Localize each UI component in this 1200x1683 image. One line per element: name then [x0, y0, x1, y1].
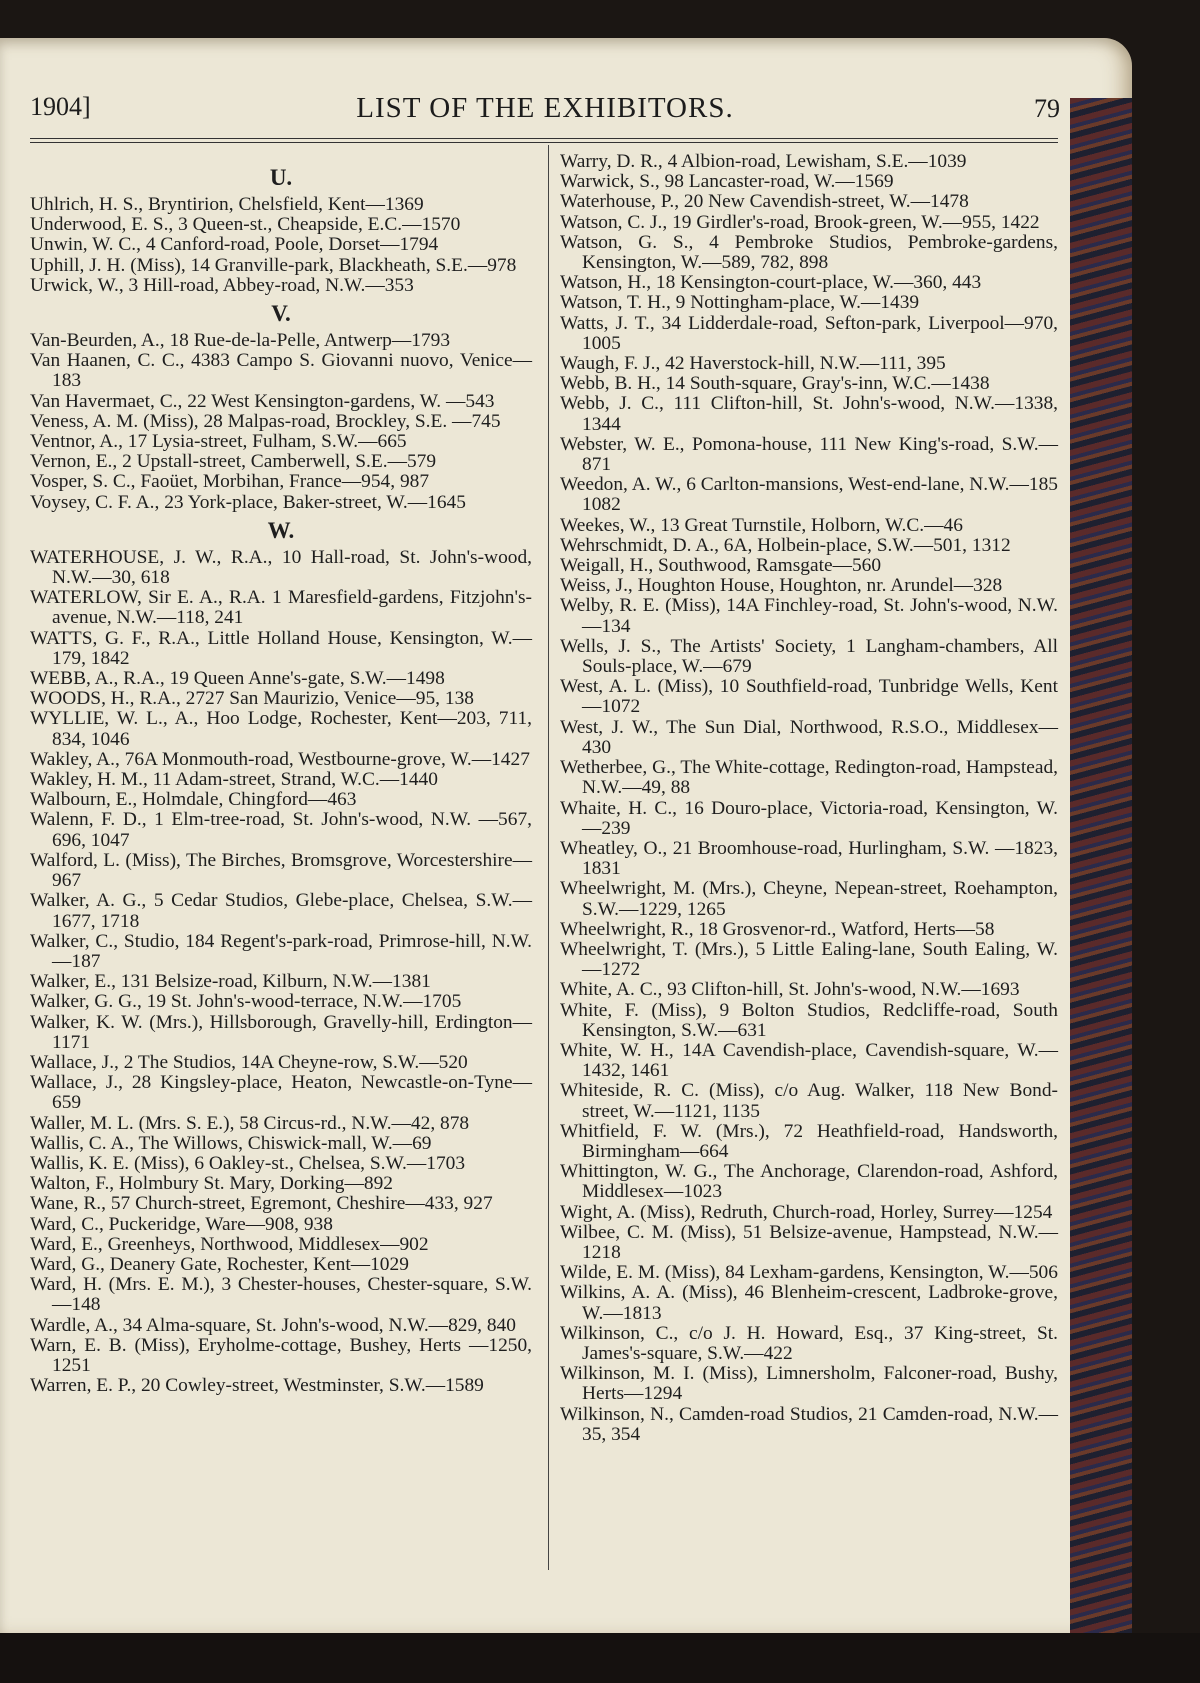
- exhibitor-entry: Wheatley, O., 21 Broomhouse-road, Hurlingham, S.W. —1823, 1831: [560, 837, 1058, 880]
- exhibitor-entry: Whitfield, F. W. (Mrs.), 72 Heathfield-road, Handsworth, Birmingham—664: [560, 1120, 1058, 1162]
- exhibitor-entry: Vernon, E., 2 Upstall-street, Camberwell, S.E.—579: [30, 451, 437, 473]
- exhibitor-entry: Waterhouse, P., 20 New Cavendish-street, W.—1478: [560, 191, 969, 213]
- exhibitor-entry: Wheelwright, T. (Mrs.), 5 Little Ealing-lane, South Ealing, W.—1272: [560, 938, 1058, 981]
- section-letter: V.: [271, 301, 291, 327]
- exhibitor-entry: Underwood, E. S., 3 Queen-st., Cheapside, E.C.—1570: [30, 214, 461, 236]
- exhibitor-entry: Ward, E., Greenheys, Northwood, Middlesex—902: [30, 1233, 429, 1255]
- exhibitor-entry: Wakley, H. M., 11 Adam-street, Strand, W.C.—1440: [30, 769, 438, 791]
- exhibitor-entry: Watson, G. S., 4 Pembroke Studios, Pembroke-gardens, Kensington, W.—589, 782, 898: [560, 231, 1058, 274]
- exhibitor-entry: Wallis, K. E. (Miss), 6 Oakley-st., Chelsea, S.W.—1703: [30, 1152, 466, 1174]
- header-rule: [30, 138, 1058, 139]
- exhibitor-entry: White, F. (Miss), 9 Bolton Studios, Redcliffe-road, South Kensington, S.W.—631: [560, 999, 1058, 1041]
- exhibitor-entry: Warry, D. R., 4 Albion-road, Lewisham, S.E.—1039: [560, 151, 967, 172]
- exhibitor-entry: Wheelwright, M. (Mrs.), Cheyne, Nepean-street, Roehampton, S.W.—1229, 1265: [560, 878, 1058, 920]
- exhibitor-entry: Uphill, J. H. (Miss), 14 Granville-park, Blackheath, S.E.—978: [30, 254, 517, 276]
- exhibitor-entry: Whittington, W. G., The Anchorage, Clarendon-road, Ashford, Middlesex—1023: [560, 1161, 1058, 1203]
- exhibitor-entry: Walker, K. W. (Mrs.), Hillsborough, Gravelly-hill, Erdington—1171: [30, 1011, 532, 1053]
- exhibitor-entry: White, W. H., 14A Cavendish-place, Cavendish-square, W.—1432, 1461: [560, 1039, 1058, 1082]
- exhibitor-entry: Ward, H. (Mrs. E. M.), 3 Chester-houses, Chester-square, S.W.—148: [30, 1274, 532, 1316]
- exhibitor-entry: Walton, F., Holmbury St. Mary, Dorking—892: [30, 1173, 393, 1195]
- exhibitor-entry: Watts, J. T., 34 Lidderdale-road, Sefton-park, Liverpool—970, 1005: [560, 312, 1058, 354]
- exhibitor-entry: Wallis, C. A., The Willows, Chiswick-mall, W.—69: [30, 1132, 432, 1154]
- marbled-page-edge: [1070, 98, 1132, 1658]
- exhibitor-entry: Watson, C. J., 19 Girdler's-road, Brook-green, W.—955, 1422: [560, 211, 1040, 233]
- exhibitor-entry: WATTS, G. F., R.A., Little Holland House, Kensington, W.—179, 1842: [30, 627, 532, 669]
- exhibitor-entry: Wight, A. (Miss), Redruth, Church-road, Horley, Surrey—1254: [560, 1201, 1053, 1223]
- exhibitor-entry: Walker, C., Studio, 184 Regent's-park-road, Primrose-hill, N.W.—187: [30, 930, 532, 972]
- exhibitor-entry: Watson, H., 18 Kensington-court-place, W.—360, 443: [560, 272, 982, 294]
- column-divider: [548, 145, 549, 1570]
- header-year: 1904]: [30, 92, 91, 121]
- exhibitor-entry: Wheelwright, R., 18 Grosvenor-rd., Watford, Herts—58: [560, 918, 995, 940]
- exhibitor-entry: Wells, J. S., The Artists' Society, 1 Langham-chambers, All Souls-place, W.—679: [560, 635, 1058, 678]
- exhibitor-entry: Wallace, J., 2 The Studios, 14A Cheyne-row, S.W.—520: [30, 1051, 468, 1073]
- exhibitor-entry: WATERHOUSE, J. W., R.A., 10 Hall-road, St. John's-wood, N.W.—30, 618: [30, 546, 532, 589]
- exhibitor-entry: Ward, G., Deanery Gate, Rochester, Kent—1029: [30, 1253, 409, 1275]
- exhibitor-entry: Ward, C., Puckeridge, Ware—908, 938: [30, 1213, 333, 1235]
- exhibitor-entry: Wane, R., 57 Church-street, Egremont, Cheshire—433, 927: [30, 1193, 493, 1215]
- exhibitor-entry: Ventnor, A., 17 Lysia-street, Fulham, S.W.—665: [30, 431, 407, 453]
- exhibitor-entry: Voysey, C. F. A., 23 York-place, Baker-street, W.—1645: [30, 491, 466, 513]
- exhibitor-entry: Wehrschmidt, D. A., 6A, Holbein-place, S.W.—501, 1312: [560, 534, 1011, 556]
- exhibitor-entry: Weigall, H., Southwood, Ramsgate—560: [560, 555, 882, 577]
- exhibitor-entry: Whaite, H. C., 16 Douro-place, Victoria-road, Kensington, W.—239: [560, 797, 1058, 839]
- exhibitor-entry: Unwin, W. C., 4 Canford-road, Poole, Dorset—1794: [30, 234, 439, 256]
- exhibitor-entry: Wilkinson, C., c/o J. H. Howard, Esq., 37 King-street, St. James's-square, S.W.—422: [560, 1322, 1058, 1364]
- exhibitor-entry: Webb, J. C., 111 Clifton-hill, St. John's-wood, N.W.—1338, 1344: [560, 393, 1058, 435]
- exhibitor-entry: Warn, E. B. (Miss), Eryholme-cottage, Bushey, Herts —1250, 1251: [30, 1334, 532, 1376]
- exhibitor-entry: Van-Beurden, A., 18 Rue-de-la-Pelle, Antwerp—1793: [30, 330, 451, 352]
- exhibitor-entry: Walford, L. (Miss), The Birches, Bromsgrove, Worcestershire—967: [30, 849, 532, 892]
- exhibitor-entry: WEBB, A., R.A., 19 Queen Anne's-gate, S.W.—1498: [30, 668, 445, 690]
- section-letter: U.: [269, 165, 293, 190]
- exhibitor-entry: Webb, B. H., 14 South-square, Gray's-inn, W.C.—1438: [560, 373, 990, 395]
- exhibitor-entry: Watson, T. H., 9 Nottingham-place, W.—1439: [560, 292, 920, 314]
- exhibitor-entry: Weekes, W., 13 Great Turnstile, Holborn, W.C.—46: [560, 514, 963, 536]
- exhibitor-entry: Wilde, E. M. (Miss), 84 Lexham-gardens, Kensington, W.—506: [560, 1262, 1058, 1284]
- exhibitor-entry: Walenn, F. D., 1 Elm-tree-road, St. John's-wood, N.W. —567, 696, 1047: [30, 809, 532, 851]
- exhibitor-entry: Warwick, S., 98 Lancaster-road, W.—1569: [560, 171, 894, 193]
- exhibitor-entry: WYLLIE, W. L., A., Hoo Lodge, Rochester, Kent—203, 711, 834, 1046: [30, 708, 532, 750]
- exhibitor-entry: West, A. L. (Miss), 10 Southfield-road, Tunbridge Wells, Kent—1072: [560, 676, 1058, 718]
- exhibitor-entry: White, A. C., 93 Clifton-hill, St. John's-wood, N.W.—1693: [560, 979, 1020, 1001]
- exhibitor-entry: Walker, A. G., 5 Cedar Studios, Glebe-place, Chelsea, S.W.—1677, 1718: [30, 890, 532, 932]
- exhibitor-entry: Webster, W. E., Pomona-house, 111 New King's-road, S.W.—871: [560, 433, 1058, 476]
- left-column: [30, 152, 532, 1396]
- page-number: 79: [1034, 94, 1060, 123]
- exhibitor-entry: Walker, G. G., 19 St. John's-wood-terrace, N.W.—1705: [30, 991, 462, 1013]
- exhibitor-entry: Wilbee, C. M. (Miss), 51 Belsize-avenue, Hampstead, N.W.—1218: [560, 1221, 1058, 1263]
- exhibitor-entry: Wilkinson, M. I. (Miss), Limnersholm, Falconer-road, Bushy, Herts—1294: [560, 1363, 1058, 1405]
- exhibitor-entry: Weiss, J., Houghton House, Houghton, nr. Arundel—328: [560, 575, 1003, 597]
- exhibitor-entry: Whiteside, R. C. (Miss), c/o Aug. Walker, 118 New Bond-street, W.—1121, 1135: [560, 1080, 1058, 1122]
- exhibitor-entry: Weedon, A. W., 6 Carlton-mansions, West-end-lane, N.W.—185 1082: [560, 474, 1058, 516]
- exhibitor-entry: Urwick, W., 3 Hill-road, Abbey-road, N.W.—353: [30, 274, 414, 296]
- exhibitor-entry: Wallace, J., 28 Kingsley-place, Heaton, Newcastle-on-Tyne—659: [30, 1072, 532, 1114]
- exhibitor-entry: Wardle, A., 34 Alma-square, St. John's-wood, N.W.—829, 840: [30, 1314, 516, 1336]
- exhibitor-entry: Vosper, S. C., Faoüet, Morbihan, France—954, 987: [30, 471, 430, 493]
- exhibitor-entry: Van Havermaet, C., 22 West Kensington-gardens, W. —543: [30, 390, 495, 412]
- exhibitor-entry: Warren, E. P., 20 Cowley-street, Westminster, S.W.—1589: [30, 1375, 484, 1397]
- section-letter: W.: [267, 517, 295, 543]
- exhibitor-entry: Wakley, A., 76A Monmouth-road, Westbourne-grove, W.—1427: [30, 748, 530, 770]
- exhibitor-entry: Van Haanen, C. C., 4383 Campo S. Giovanni nuovo, Venice—183: [30, 350, 532, 392]
- exhibitor-entry: Wilkinson, N., Camden-road Studios, 21 Camden-road, N.W.—35, 354: [560, 1403, 1058, 1445]
- exhibitor-entry: Walbourn, E., Holmdale, Chingford—463: [30, 789, 357, 811]
- exhibitor-entry: Veness, A. M. (Miss), 28 Malpas-road, Brockley, S.E. —745: [30, 410, 501, 432]
- right-column: [560, 152, 1058, 1445]
- exhibitor-entry: WATERLOW, Sir E. A., R.A. 1 Maresfield-gardens, Fitzjohn's-avenue, N.W.—118, 241: [30, 587, 532, 629]
- header-title: LIST OF THE EXHIBITORS.: [356, 92, 734, 124]
- exhibitor-entry: Welby, R. E. (Miss), 14A Finchley-road, St. John's-wood, N.W.—134: [560, 595, 1058, 637]
- exhibitor-entry: West, J. W., The Sun Dial, Northwood, R.S.O., Middlesex—430: [560, 716, 1058, 758]
- exhibitor-entry: Uhlrich, H. S., Bryntirion, Chelsfield, Kent—1369: [30, 194, 424, 215]
- exhibitor-entry: Waugh, F. J., 42 Haverstock-hill, N.W.—111, 395: [560, 353, 946, 375]
- exhibitor-entry: Walker, E., 131 Belsize-road, Kilburn, N.W.—1381: [30, 971, 431, 993]
- running-header: [30, 92, 1060, 132]
- exhibitor-entry: WOODS, H., R.A., 2727 San Maurizio, Venice—95, 138: [30, 688, 474, 710]
- header-rule-thin: [30, 142, 1058, 143]
- exhibitor-entry: Waller, M. L. (Mrs. S. E.), 58 Circus-rd., N.W.—42, 878: [30, 1112, 470, 1134]
- book-bottom-shadow: [0, 1633, 1200, 1683]
- exhibitor-entry: Wilkins, A. A. (Miss), 46 Blenheim-crescent, Ladbroke-grove, W.—1813: [560, 1282, 1058, 1324]
- exhibitor-entry: Wetherbee, G., The White-cottage, Redington-road, Hampstead, N.W.—49, 88: [560, 757, 1058, 799]
